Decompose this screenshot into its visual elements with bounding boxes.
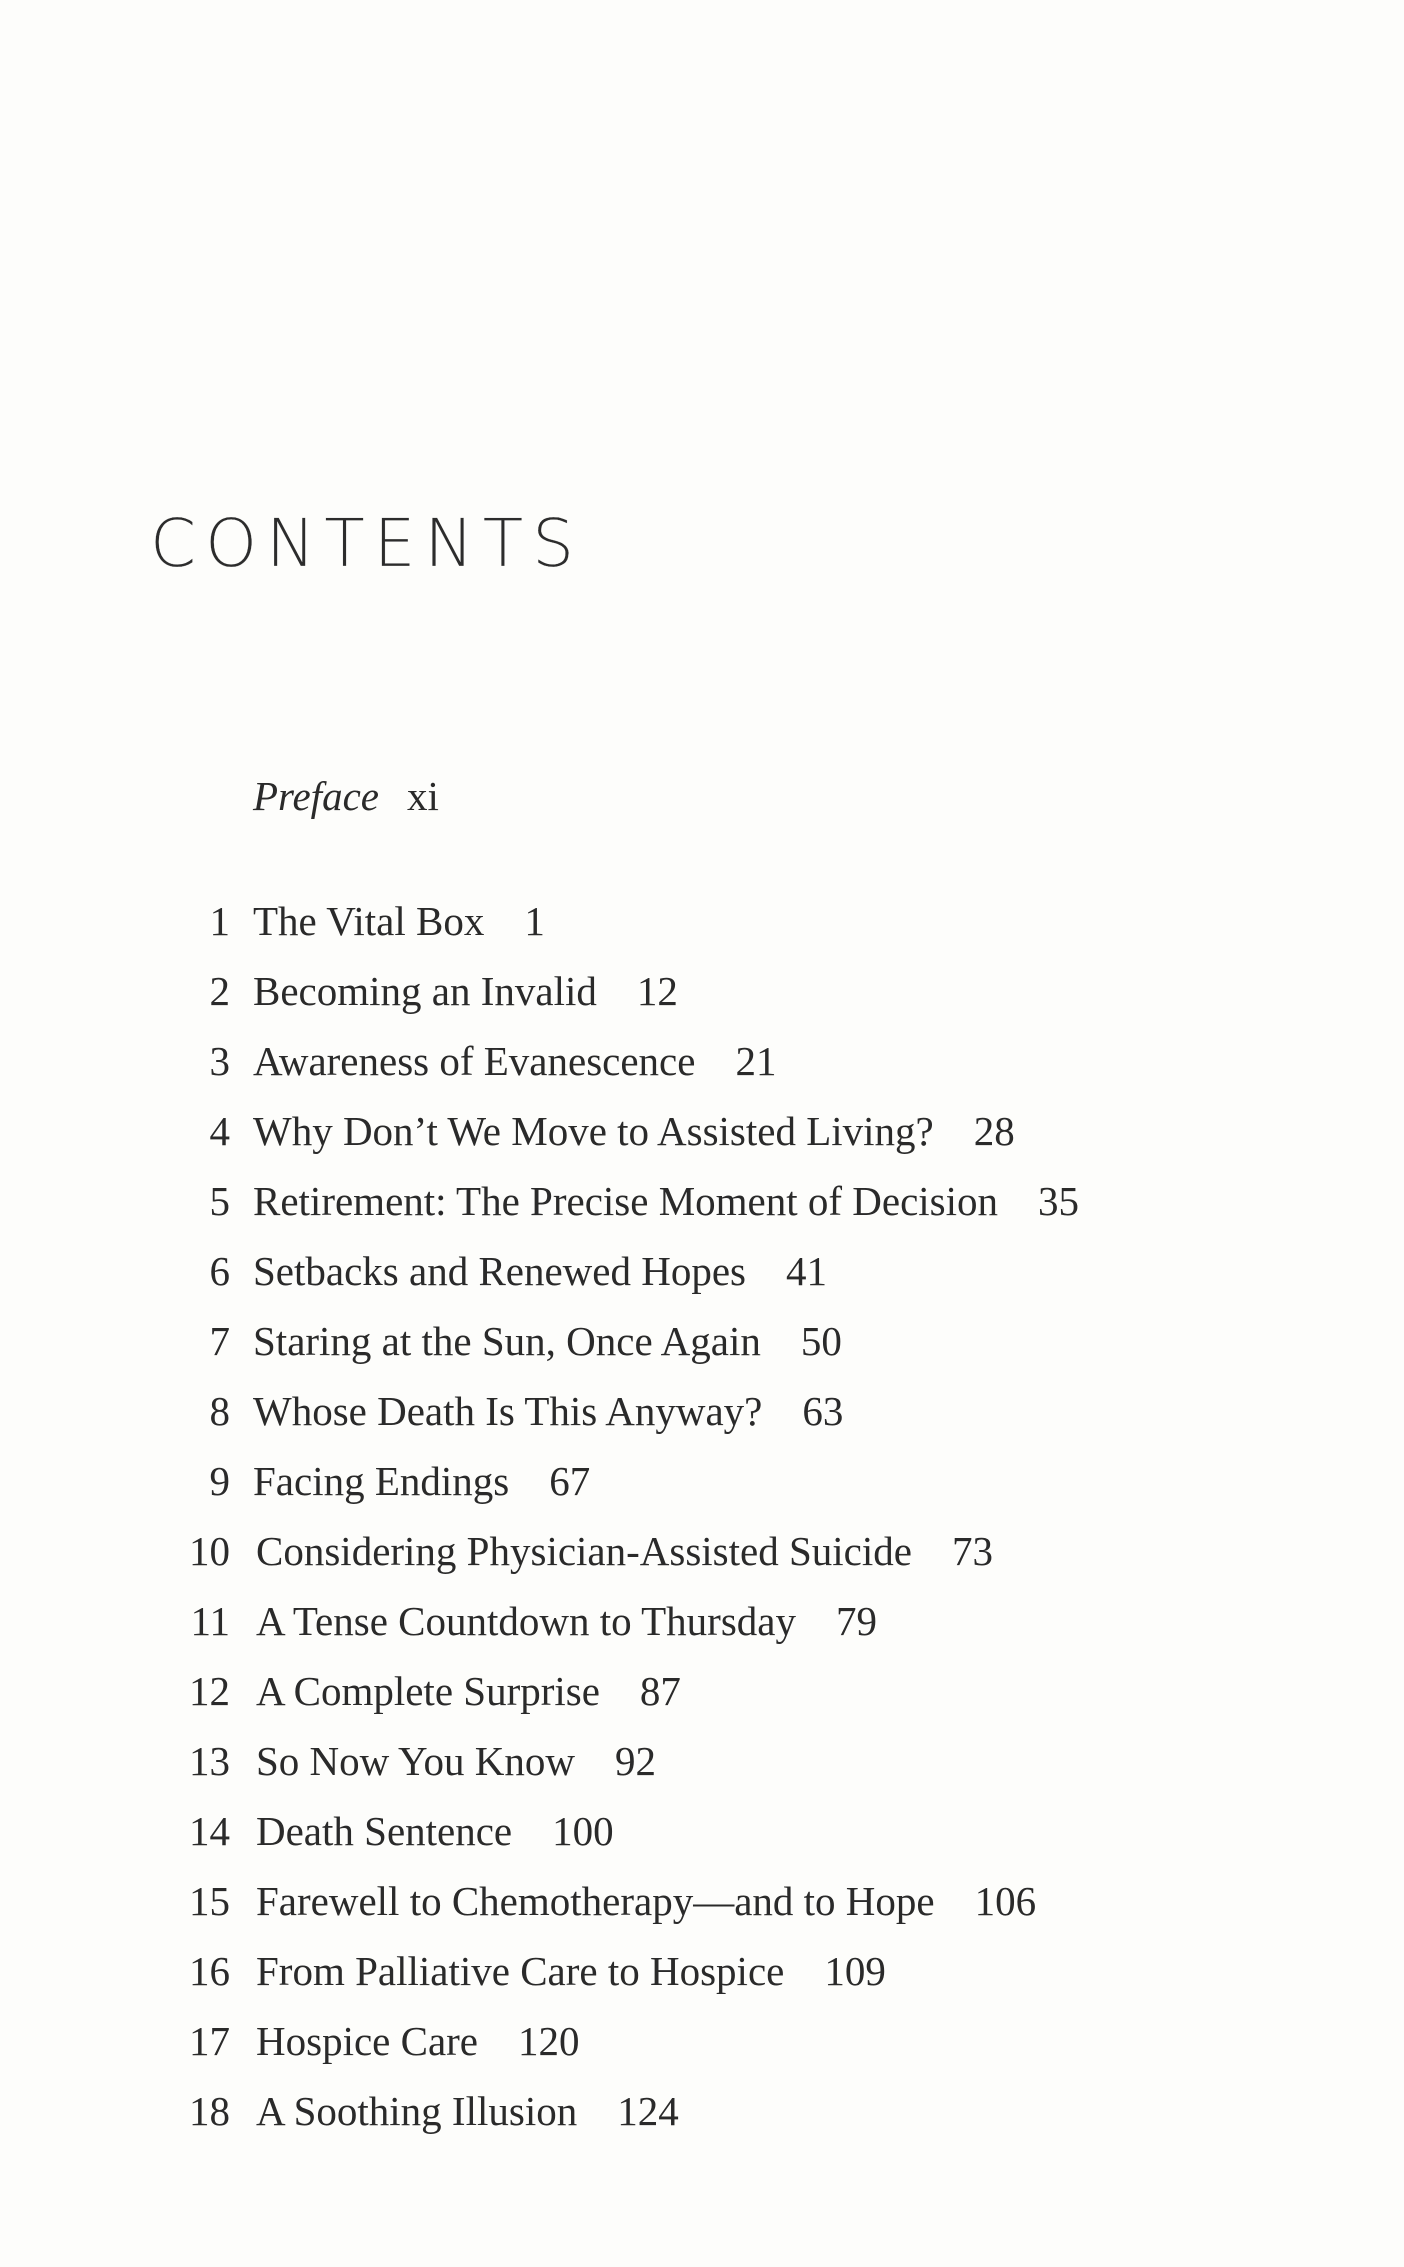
chapter-number: 16 <box>189 1948 230 1994</box>
chapter-title: A Tense Countdown to Thursday <box>256 1598 796 1644</box>
toc-entry[interactable] <box>0 1243 1404 1313</box>
chapter-title: Awareness of Evanescence <box>253 1038 696 1084</box>
chapter-page: 87 <box>639 1668 681 1714</box>
toc-entry[interactable] <box>0 1873 1404 1943</box>
chapter-title: So Now You Know <box>256 1738 575 1784</box>
chapter-number: 3 <box>209 1038 230 1084</box>
toc-entry[interactable] <box>0 1663 1404 1733</box>
chapter-title: Becoming an Invalid <box>253 968 597 1014</box>
chapter-number: 18 <box>189 2088 230 2134</box>
chapter-page: 41 <box>786 1248 828 1294</box>
chapter-number: 7 <box>209 1318 230 1364</box>
chapter-page: 21 <box>735 1038 777 1084</box>
chapter-page: 124 <box>617 2088 679 2134</box>
toc-entry[interactable] <box>0 1383 1404 1453</box>
toc-entry[interactable] <box>0 1103 1404 1173</box>
chapter-title: A Complete Surprise <box>256 1668 600 1714</box>
toc-entry[interactable] <box>0 2013 1404 2083</box>
chapter-number: 9 <box>209 1458 230 1504</box>
chapter-title: Facing Endings <box>253 1458 510 1504</box>
toc-entry[interactable] <box>0 893 1404 963</box>
toc-entry[interactable] <box>0 1803 1404 1873</box>
chapter-page: 73 <box>951 1528 993 1574</box>
toc-entry[interactable] <box>0 1943 1404 2013</box>
chapter-number: 12 <box>189 1668 230 1714</box>
chapter-page: 35 <box>1038 1178 1080 1224</box>
chapter-title: Staring at the Sun, Once Again <box>253 1318 761 1364</box>
chapter-title: From Palliative Care to Hospice <box>256 1948 785 1994</box>
toc-entry[interactable] <box>0 2083 1404 2153</box>
toc-entry-preface[interactable] <box>253 772 439 820</box>
chapter-page: 120 <box>518 2018 580 2064</box>
chapter-number: 6 <box>209 1248 230 1294</box>
page-title: CONTENTS <box>150 505 584 582</box>
chapter-page: 106 <box>974 1878 1037 1924</box>
chapter-number: 11 <box>190 1598 230 1644</box>
chapter-title: Setbacks and Renewed Hopes <box>253 1248 747 1294</box>
toc-entry[interactable] <box>0 1033 1404 1103</box>
chapter-page: 1 <box>524 898 545 944</box>
chapter-number: 15 <box>189 1878 230 1924</box>
preface-label: Preface <box>253 773 379 819</box>
chapter-title: Death Sentence <box>256 1808 513 1854</box>
chapter-page: 50 <box>800 1318 842 1364</box>
toc-entry[interactable] <box>0 963 1404 1033</box>
chapter-page: 28 <box>973 1108 1015 1154</box>
toc-entry[interactable] <box>0 1173 1404 1243</box>
chapter-page: 109 <box>824 1948 886 1994</box>
chapter-title: Why Don’t We Move to Assisted Living? <box>253 1108 934 1154</box>
chapter-page: 100 <box>552 1808 614 1854</box>
preface-page: xi <box>406 773 439 819</box>
toc-entry[interactable] <box>0 1523 1404 1593</box>
chapter-number: 17 <box>189 2018 230 2064</box>
chapter-title: Retirement: The Precise Moment of Decision <box>253 1178 999 1224</box>
chapter-number: 8 <box>209 1388 230 1434</box>
toc-entry[interactable] <box>0 1313 1404 1383</box>
toc-entry[interactable] <box>0 1733 1404 1803</box>
chapter-number: 1 <box>209 898 230 944</box>
chapter-number: 14 <box>189 1808 230 1854</box>
toc-entry[interactable] <box>0 1453 1404 1523</box>
chapter-number: 4 <box>209 1108 230 1154</box>
chapter-title: Whose Death Is This Anyway? <box>253 1388 763 1434</box>
chapter-number: 13 <box>189 1738 230 1784</box>
chapter-page: 67 <box>549 1458 591 1504</box>
chapter-title: Considering Physician-Assisted Suicide <box>256 1528 912 1574</box>
chapter-page: 12 <box>636 968 678 1014</box>
chapter-number: 2 <box>209 968 230 1014</box>
chapter-title: Farewell to Chemotherapy—and to Hope <box>256 1878 935 1924</box>
chapter-title: A Soothing Illusion <box>256 2088 578 2134</box>
chapter-title: The Vital Box <box>253 898 485 944</box>
chapter-title: Hospice Care <box>256 2018 478 2064</box>
chapter-page: 79 <box>836 1598 877 1644</box>
toc-entry[interactable] <box>0 1593 1404 1663</box>
chapter-number: 10 <box>189 1528 230 1574</box>
table-of-contents <box>0 893 1404 2153</box>
chapter-page: 63 <box>802 1388 844 1434</box>
chapter-page: 92 <box>614 1738 656 1784</box>
chapter-number: 5 <box>209 1178 230 1224</box>
